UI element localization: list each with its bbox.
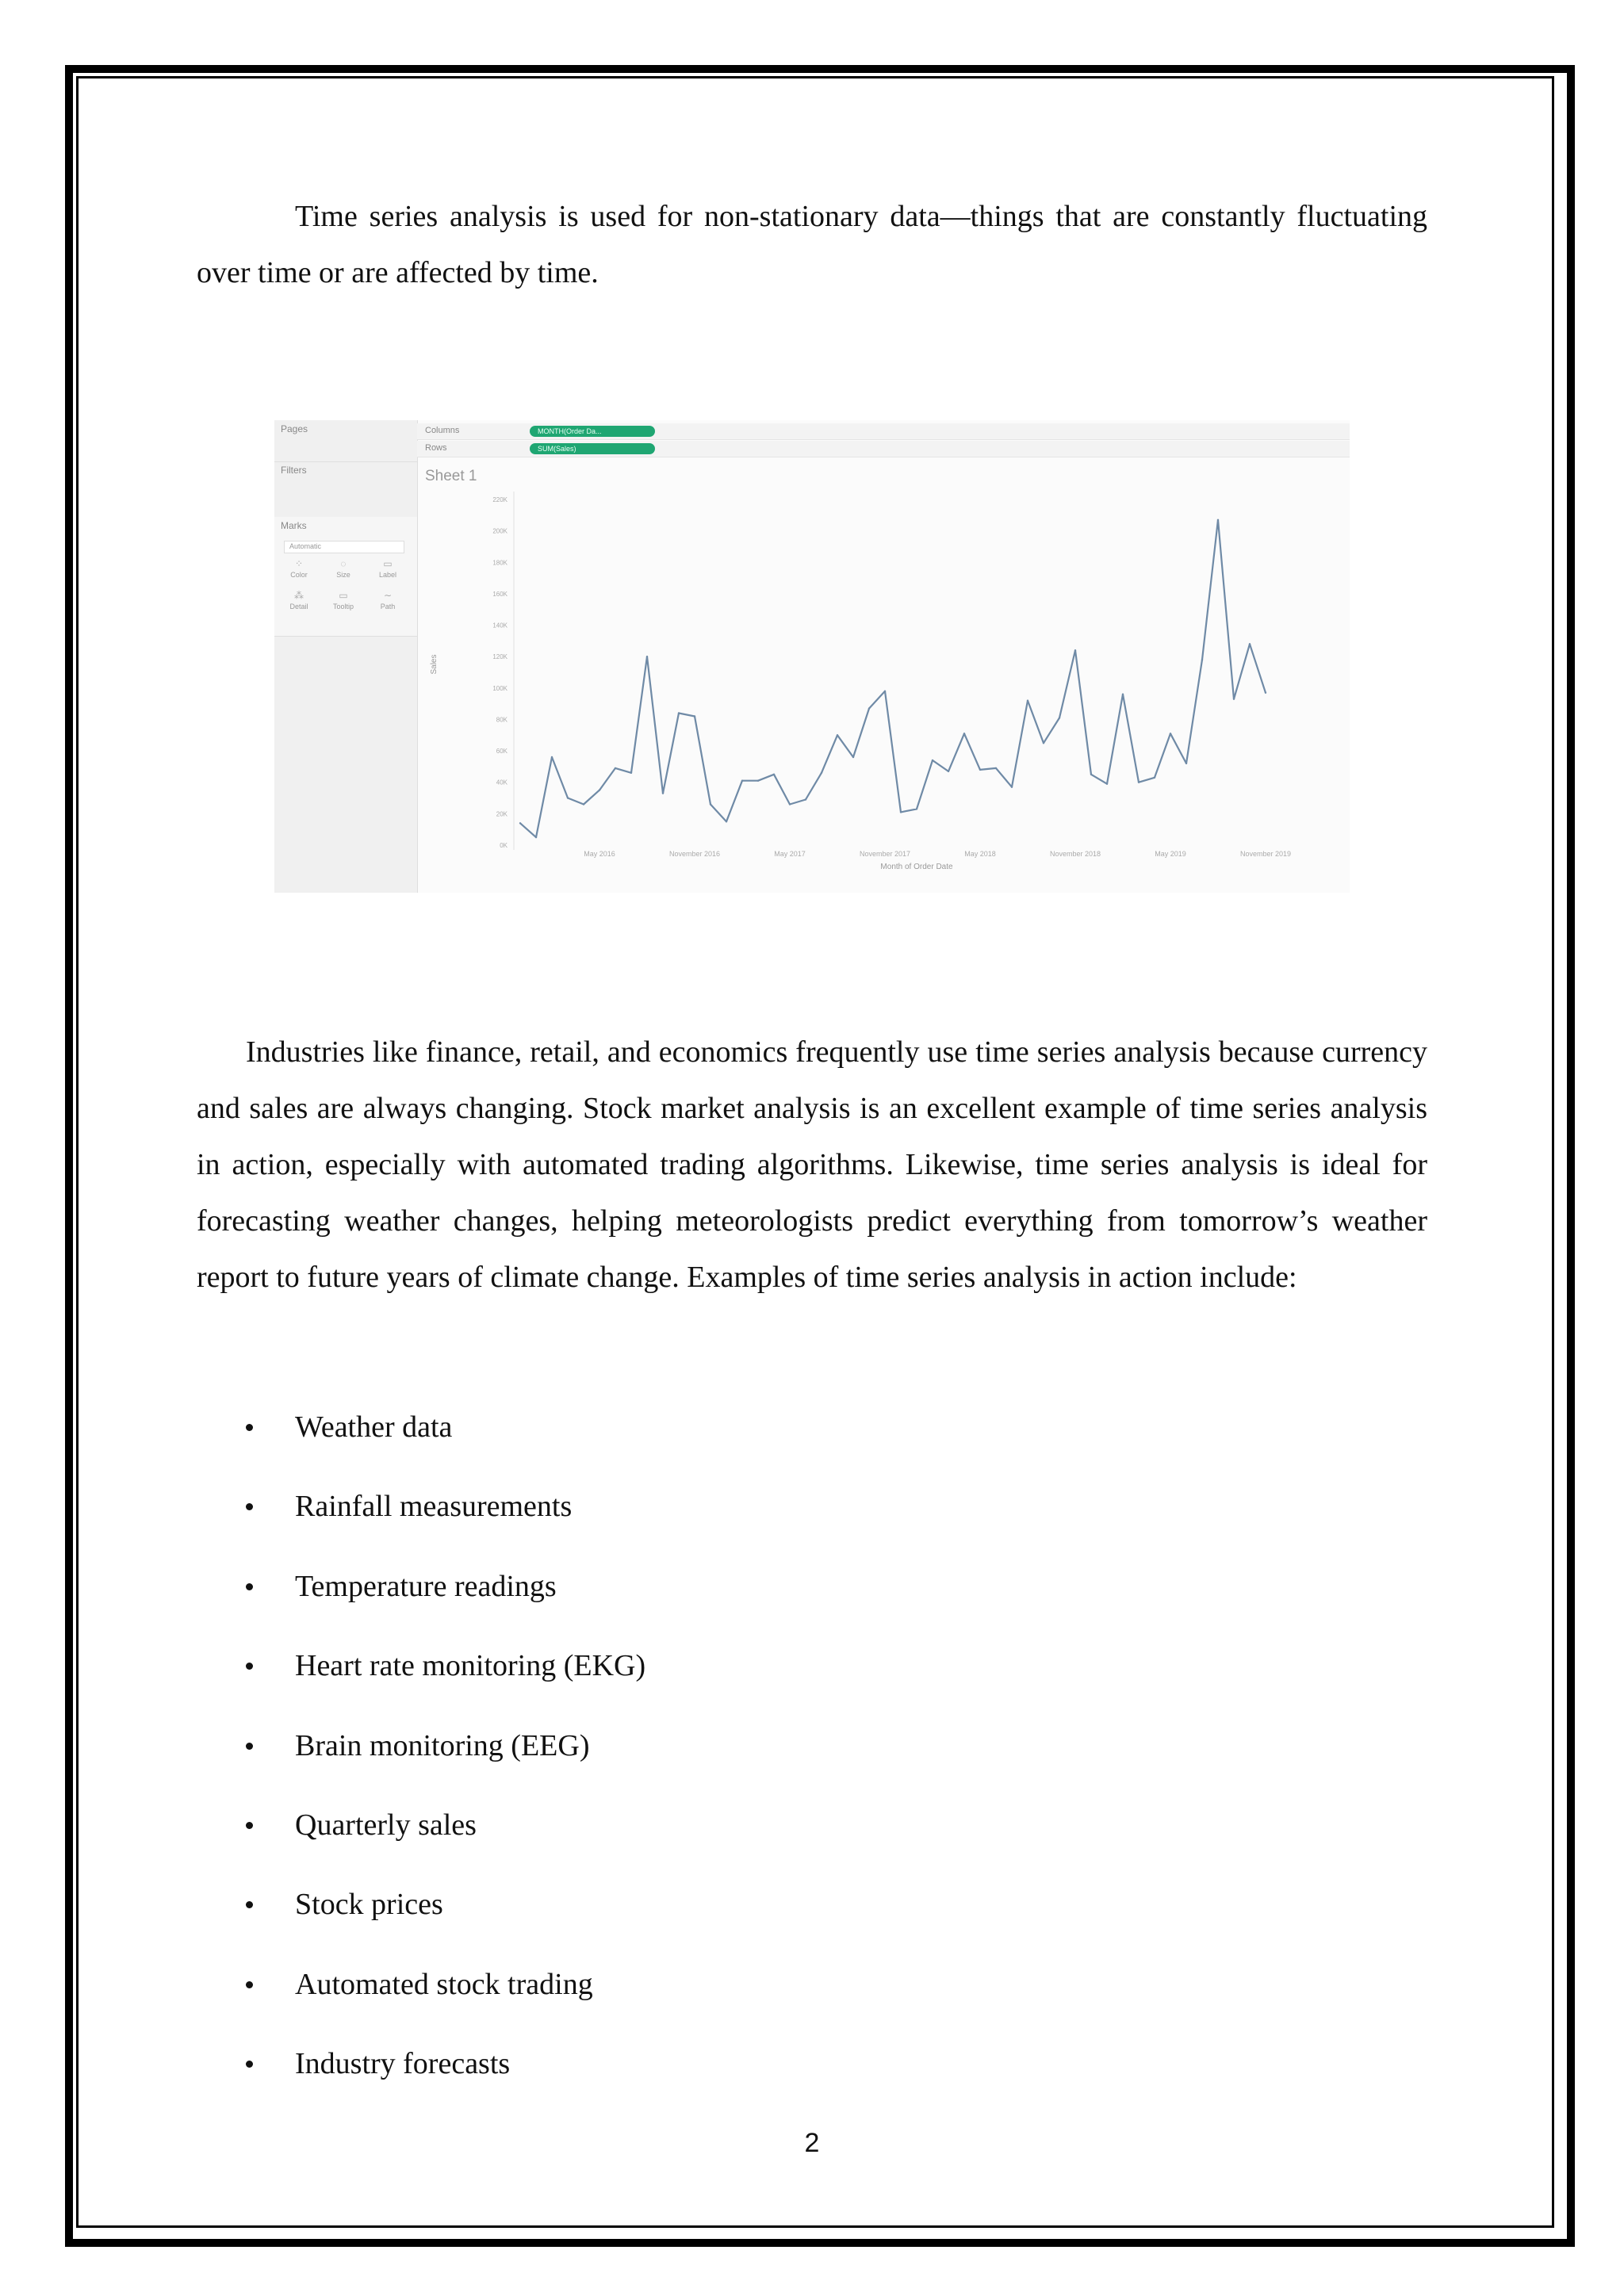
x-tick-label: November 2017 bbox=[859, 850, 911, 858]
data-point bbox=[519, 822, 521, 824]
mark-color-button[interactable] bbox=[279, 557, 319, 587]
data-point bbox=[852, 756, 854, 758]
data-point bbox=[1059, 717, 1060, 718]
data-point bbox=[884, 691, 886, 692]
data-point bbox=[710, 803, 711, 805]
list-item-text: Automated stock trading bbox=[295, 1967, 593, 2001]
bullet-icon bbox=[246, 1981, 253, 1988]
list-item bbox=[197, 1873, 645, 1952]
data-point bbox=[599, 789, 600, 790]
bullet-icon bbox=[246, 1583, 253, 1590]
x-tick-label: November 2018 bbox=[1049, 850, 1101, 858]
size-icon: ◌ bbox=[340, 558, 347, 569]
list-item bbox=[197, 1395, 645, 1475]
tableau-sidebar bbox=[274, 420, 418, 893]
list-item bbox=[197, 1953, 645, 2032]
mark-tooltip-label: Tooltip bbox=[332, 603, 354, 610]
list-item-text: Weather data bbox=[295, 1410, 453, 1444]
mark-tooltip-button[interactable] bbox=[324, 588, 363, 618]
y-tick-label: 200K bbox=[492, 527, 508, 535]
data-point bbox=[868, 707, 870, 709]
bullet-icon bbox=[246, 1901, 253, 1908]
x-tick-label: November 2019 bbox=[1239, 850, 1292, 858]
list-item-text: Heart rate monitoring (EKG) bbox=[295, 1649, 646, 1683]
data-point bbox=[1138, 782, 1139, 783]
x-tick-label: May 2018 bbox=[964, 850, 996, 858]
bullet-icon bbox=[246, 1424, 253, 1431]
data-point bbox=[646, 656, 648, 657]
bullet-icon bbox=[246, 1503, 253, 1510]
tooltip-icon: ▭ bbox=[339, 590, 348, 601]
columns-label: Columns bbox=[425, 426, 460, 435]
x-tick-label: May 2016 bbox=[584, 850, 615, 858]
list-item bbox=[197, 1714, 645, 1793]
data-point bbox=[837, 734, 838, 736]
data-point bbox=[1233, 698, 1235, 700]
list-item-text: Industry forecasts bbox=[295, 2047, 511, 2081]
list-item bbox=[197, 1555, 645, 1634]
data-point bbox=[726, 821, 727, 822]
data-point bbox=[1154, 777, 1155, 779]
data-point bbox=[1106, 783, 1108, 785]
data-point bbox=[805, 798, 806, 800]
data-point bbox=[535, 836, 537, 838]
mark-label-button[interactable] bbox=[368, 557, 408, 587]
data-point bbox=[1011, 786, 1013, 788]
data-point bbox=[1074, 649, 1076, 651]
data-point bbox=[979, 769, 981, 771]
mark-path-label: Path bbox=[380, 603, 396, 610]
data-point bbox=[630, 772, 632, 774]
y-tick-label: 0K bbox=[500, 842, 508, 849]
data-point bbox=[789, 803, 791, 805]
list-item bbox=[197, 2032, 645, 2111]
data-point bbox=[615, 767, 616, 769]
sheet-title: Sheet 1 bbox=[425, 468, 477, 484]
columns-pill[interactable]: MONTH(Order Da... bbox=[530, 426, 655, 437]
y-tick-label: 20K bbox=[496, 810, 508, 818]
data-point bbox=[662, 792, 664, 794]
data-point bbox=[1122, 694, 1124, 695]
data-point bbox=[900, 811, 902, 813]
list-item bbox=[197, 1793, 645, 1873]
x-tick-label: November 2016 bbox=[668, 850, 721, 858]
x-tick-label: May 2019 bbox=[1155, 850, 1186, 858]
list-item-text: Stock prices bbox=[295, 1888, 443, 1922]
data-point bbox=[1170, 733, 1171, 734]
bullet-icon bbox=[246, 1743, 253, 1750]
bullet-icon bbox=[246, 1663, 253, 1670]
y-tick-label: 100K bbox=[492, 684, 508, 692]
path-icon: ∼ bbox=[383, 590, 393, 601]
filters-label: Filters bbox=[281, 465, 307, 476]
y-tick-label: 80K bbox=[496, 716, 508, 724]
rows-pill[interactable]: SUM(Sales) bbox=[530, 443, 655, 454]
industries-paragraph: Industries like finance, retail, and economics frequently use time series analysis because currency and sales are always changing. Stock market analysis is an excellent example of time series analysis in action, especially with automated trading algorithms. Likewise, time series analysis is ideal for forecasting weather changes, helping meteorologists predict everything from tomorrow’s weather report to future years of climate change. Examples of time series analysis in action include: bbox=[197, 1035, 1427, 1294]
y-tick-label: 60K bbox=[496, 748, 508, 756]
data-point bbox=[995, 767, 997, 769]
detail-icon: ⁂ bbox=[294, 590, 304, 601]
x-axis-title: Month of Order Date bbox=[880, 863, 953, 871]
list-item-text: Brain monitoring (EEG) bbox=[295, 1728, 590, 1762]
filters-shelf bbox=[274, 461, 417, 518]
data-point bbox=[1090, 774, 1092, 775]
data-point bbox=[551, 756, 553, 758]
y-tick-label: 180K bbox=[492, 559, 508, 567]
list-item bbox=[197, 1475, 645, 1554]
data-point bbox=[1217, 519, 1219, 521]
mark-size-label: Size bbox=[336, 571, 350, 579]
page-number: 2 bbox=[804, 2128, 820, 2158]
pages-label: Pages bbox=[281, 423, 308, 434]
y-axis-title: Sales bbox=[430, 654, 439, 675]
list-item bbox=[197, 1634, 645, 1713]
bullet-icon bbox=[246, 2061, 253, 2068]
color-icon: ⁘ bbox=[294, 558, 304, 569]
marks-type-value: Automatic bbox=[289, 542, 322, 550]
marks-type-dropdown[interactable] bbox=[284, 541, 404, 553]
y-tick-label: 40K bbox=[496, 779, 508, 786]
marks-label: Marks bbox=[281, 520, 307, 531]
pages-shelf bbox=[274, 420, 417, 462]
list-item-text: Quarterly sales bbox=[295, 1808, 477, 1842]
data-point bbox=[1043, 742, 1044, 744]
data-point bbox=[963, 733, 965, 734]
data-point bbox=[741, 780, 743, 782]
tableau-screenshot bbox=[274, 420, 1350, 893]
data-point bbox=[1265, 692, 1266, 694]
y-tick-label: 120K bbox=[492, 653, 508, 661]
data-point bbox=[567, 797, 569, 798]
bullet-icon bbox=[246, 1822, 253, 1829]
mark-detail-button[interactable] bbox=[279, 588, 319, 618]
data-point bbox=[1249, 643, 1251, 645]
data-point bbox=[1027, 700, 1028, 702]
y-tick-label: 220K bbox=[492, 496, 508, 503]
data-point bbox=[678, 712, 680, 714]
list-item-text: Temperature readings bbox=[295, 1569, 557, 1603]
intro-paragraph: Time series analysis is used for non-stationary data—things that are constantly fluctuating over time or are affected by time. bbox=[197, 200, 1427, 289]
mark-color-label: Color bbox=[290, 571, 308, 579]
mark-detail-label: Detail bbox=[289, 603, 308, 610]
y-tick-label: 160K bbox=[492, 590, 508, 598]
mark-size-button[interactable] bbox=[324, 557, 363, 587]
data-point bbox=[916, 808, 917, 809]
data-point bbox=[773, 774, 775, 775]
x-tick-label: May 2017 bbox=[774, 850, 806, 858]
data-point bbox=[694, 715, 695, 717]
label-icon: ▭ bbox=[383, 558, 393, 569]
data-point bbox=[1185, 763, 1187, 764]
y-tick-label: 140K bbox=[492, 622, 508, 629]
sales-line-chart bbox=[417, 420, 1350, 893]
mark-path-button[interactable] bbox=[368, 588, 408, 618]
data-point bbox=[757, 780, 759, 782]
examples-list bbox=[197, 1395, 645, 2112]
rows-label: Rows bbox=[425, 443, 447, 453]
data-point bbox=[932, 760, 933, 761]
data-point bbox=[1201, 659, 1203, 660]
sales-series-line bbox=[520, 520, 1266, 837]
data-point bbox=[821, 772, 822, 774]
data-point bbox=[948, 771, 949, 772]
data-point bbox=[583, 803, 584, 805]
list-item-text: Rainfall measurements bbox=[295, 1490, 573, 1524]
mark-label-label: Label bbox=[378, 571, 397, 579]
